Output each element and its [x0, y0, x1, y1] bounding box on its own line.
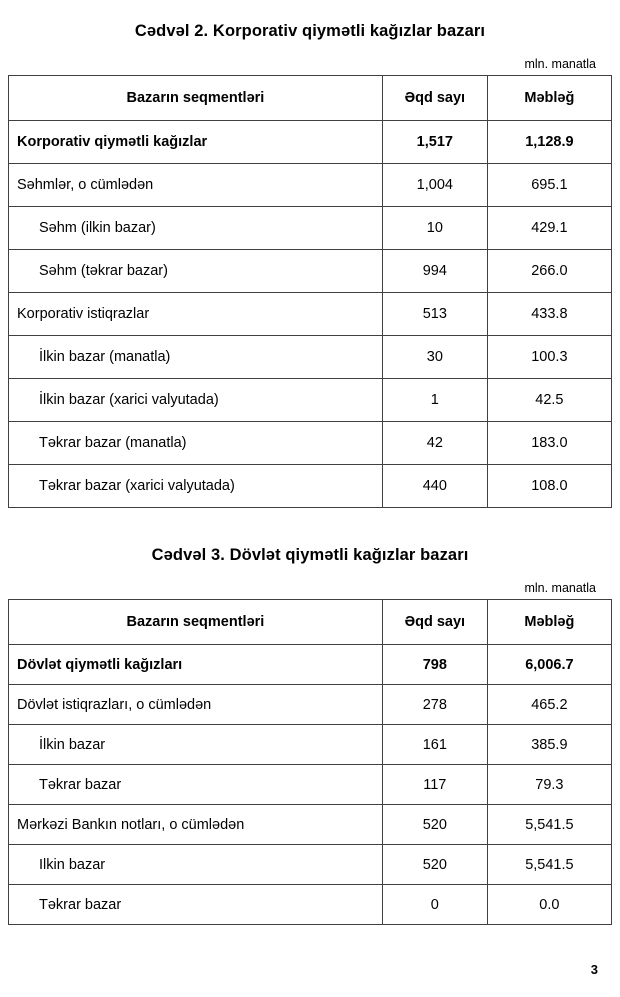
amount-cell: 100.3: [487, 336, 611, 379]
table-row: [9, 885, 612, 925]
amount-cell: 79.3: [487, 765, 611, 805]
amount-cell: 6,006.7: [487, 645, 611, 685]
deal-count-cell: 1,004: [382, 164, 487, 207]
amount-cell: 108.0: [487, 465, 611, 508]
header-amount: Məbləğ: [487, 600, 611, 645]
segment-cell: Səhmlər, o cümlədən: [9, 164, 383, 207]
table-header-row: [9, 600, 612, 645]
table-title-corporate: Cədvəl 2. Korporativ qiymətli kağızlar bazarı: [134, 22, 486, 40]
deal-count-cell: 440: [382, 465, 487, 508]
corporate-securities-table: [8, 75, 612, 508]
table-row: [9, 725, 612, 765]
amount-cell: 433.8: [487, 293, 611, 336]
table-row: [9, 379, 612, 422]
table-title-government: Cədvəl 3. Dövlət qiymətli kağızlar bazarı: [151, 546, 469, 564]
table-row: [9, 121, 612, 164]
amount-cell: 42.5: [487, 379, 611, 422]
table-row: [9, 685, 612, 725]
segment-cell: Korporativ istiqrazlar: [9, 293, 383, 336]
segment-cell: Korporativ qiymətli kağızlar: [9, 121, 383, 164]
deal-count-cell: 1,517: [382, 121, 487, 164]
table-row: [9, 765, 612, 805]
segment-cell: İlkin bazar (manatla): [9, 336, 383, 379]
deal-count-cell: 520: [382, 805, 487, 845]
segment-cell: Təkrar bazar: [9, 765, 383, 805]
deal-count-cell: 10: [382, 207, 487, 250]
header-deal-count: Əqd sayı: [382, 600, 487, 645]
unit-label-corporate: mln. manatla: [524, 57, 596, 71]
deal-count-cell: 994: [382, 250, 487, 293]
segment-cell: Təkrar bazar (manatla): [9, 422, 383, 465]
amount-cell: 183.0: [487, 422, 611, 465]
table-row: [9, 805, 612, 845]
deal-count-cell: 520: [382, 845, 487, 885]
segment-cell: İlkin bazar (xarici valyutada): [9, 379, 383, 422]
segment-cell: Təkrar bazar (xarici valyutada): [9, 465, 383, 508]
segment-cell: Səhm (təkrar bazar): [9, 250, 383, 293]
table-row: [9, 845, 612, 885]
deal-count-cell: 30: [382, 336, 487, 379]
deal-count-cell: 117: [382, 765, 487, 805]
segment-cell: Mərkəzi Bankın notları, o cümlədən: [9, 805, 383, 845]
header-segment: Bazarın seqmentləri: [9, 600, 383, 645]
deal-count-cell: 278: [382, 685, 487, 725]
table-row: [9, 250, 612, 293]
table-header-row: [9, 76, 612, 121]
deal-count-cell: 0: [382, 885, 487, 925]
amount-cell: 5,541.5: [487, 805, 611, 845]
header-amount: Məbləğ: [487, 76, 611, 121]
amount-cell: 266.0: [487, 250, 611, 293]
amount-cell: 1,128.9: [487, 121, 611, 164]
segment-cell: Səhm (ilkin bazar): [9, 207, 383, 250]
amount-cell: 5,541.5: [487, 845, 611, 885]
deal-count-cell: 513: [382, 293, 487, 336]
amount-cell: 0.0: [487, 885, 611, 925]
amount-cell: 429.1: [487, 207, 611, 250]
segment-cell: İlkin bazar: [9, 725, 383, 765]
table-row: [9, 645, 612, 685]
header-deal-count: Əqd sayı: [382, 76, 487, 121]
deal-count-cell: 798: [382, 645, 487, 685]
deal-count-cell: 42: [382, 422, 487, 465]
deal-count-cell: 161: [382, 725, 487, 765]
table-row: [9, 465, 612, 508]
table-row: [9, 422, 612, 465]
amount-cell: 465.2: [487, 685, 611, 725]
table-row: [9, 336, 612, 379]
table-row: [9, 164, 612, 207]
table-row: [9, 293, 612, 336]
segment-cell: Dövlət qiymətli kağızları: [9, 645, 383, 685]
unit-label-government: mln. manatla: [524, 581, 596, 595]
header-segment: Bazarın seqmentləri: [9, 76, 383, 121]
segment-cell: Ilkin bazar: [9, 845, 383, 885]
deal-count-cell: 1: [382, 379, 487, 422]
segment-cell: Təkrar bazar: [9, 885, 383, 925]
table-row: [9, 207, 612, 250]
government-securities-table: [8, 599, 612, 925]
page-number: 3: [590, 962, 598, 977]
amount-cell: 695.1: [487, 164, 611, 207]
segment-cell: Dövlət istiqrazları, o cümlədən: [9, 685, 383, 725]
amount-cell: 385.9: [487, 725, 611, 765]
